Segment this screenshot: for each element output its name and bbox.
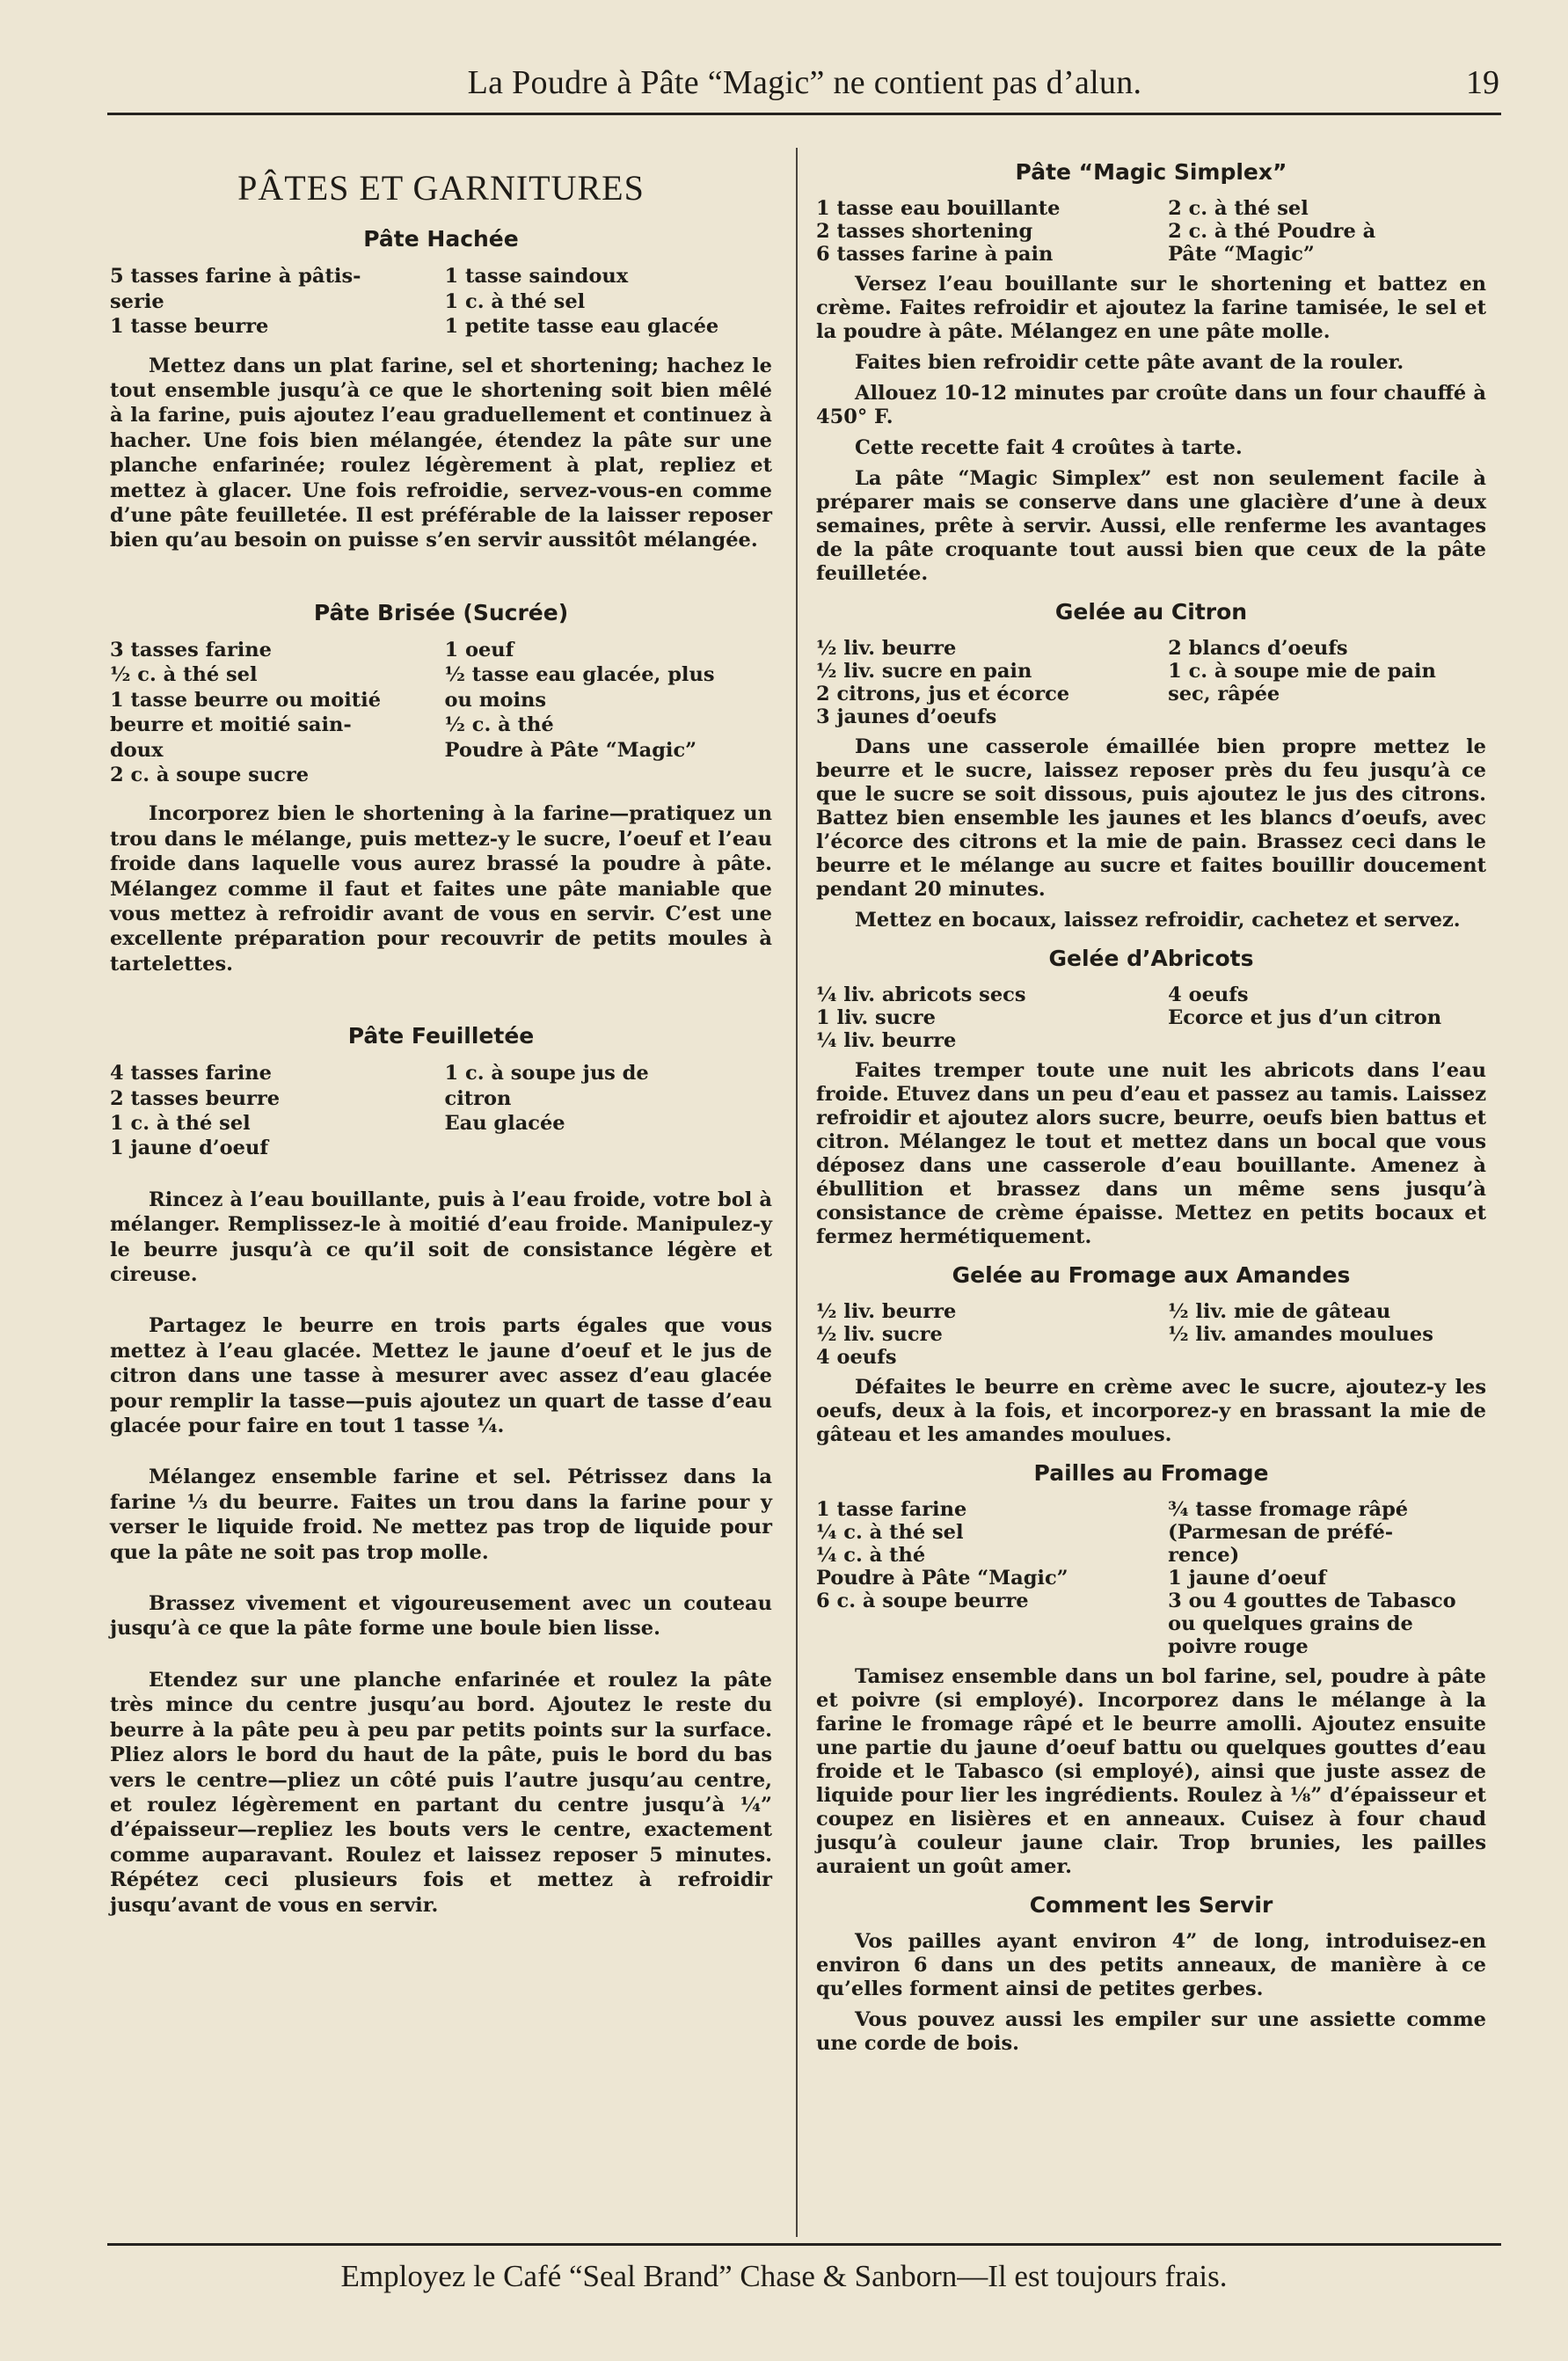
ingredients-left xyxy=(110,1061,438,1161)
ingredient-line: ½ liv. sucre en pain xyxy=(816,660,1032,683)
instruction-paragraph: Allouez 10-12 minutes par croûte dans un four chauffé à 450° F. xyxy=(816,382,1486,428)
ingredients xyxy=(816,637,1486,728)
ingredients xyxy=(816,983,1486,1052)
header-title: La Poudre à Pâte “Magic” ne contient pas d’alun. xyxy=(467,64,1142,101)
page-footer: Employez le Café “Seal Brand” Chase & Sanborn—Il est toujours frais. xyxy=(340,2259,1228,2293)
ingredients-right xyxy=(1161,1300,1486,1369)
recipe-gelee-amandes xyxy=(816,1261,1486,1447)
instruction-paragraph: Mettez en bocaux, laissez refroidir, cachetez et servez. xyxy=(855,909,1461,932)
ingredient-line: 2 c. à thé sel xyxy=(1168,197,1309,220)
instruction-paragraph: Tamisez ensemble dans un bol farine, sel, poudre à pâte et poivre (si employé). Incorporez dans le mélange à la farine le fromage râpé et le beurre amolli. Ajoutez ensuite une partie du jaune d’oeuf battu ou quelques gouttes d’eau froide et le Tabasco (si employé), ainsi que juste assez de liquide pour lier les ingrédients. Roulez à ⅛” d’épaisseur et coupez en lisières et en anneaux. Cuisez à four chaud jusqu’à couleur jaune clair. Trop brunies, les pailles auraient un goût amer. xyxy=(816,1665,1486,1878)
ingredient-line: Pâte “Magic” xyxy=(1168,243,1315,266)
ingredient-line: ¼ c. à thé xyxy=(816,1544,926,1567)
instruction-paragraph: Incorporez bien le shortening à la farine—pratiquez un trou dans le mélange, puis mettez-y le sucre, l’oeuf et l’eau froide dans laquelle vous aurez brassé la poudre à pâte. Mélangez comme il faut et faites une pâte maniable que vous mettez à refroidir avant de vous en servir. C’est une excellente préparation pour recouvrir de petits moules à tartelettes. xyxy=(110,802,772,976)
instructions xyxy=(816,1930,1486,2056)
column-divider xyxy=(796,148,798,2237)
ingredient-line: 6 c. à soupe beurre xyxy=(816,1590,1029,1612)
ingredients xyxy=(816,1498,1486,1658)
instructions xyxy=(816,1059,1486,1249)
ingredient-line: sec, râpée xyxy=(1168,683,1280,705)
instruction-paragraph: Mélangez ensemble farine et sel. Pétrissez dans la farine ⅓ du beurre. Faites un trou dans la farine pour y verser le liquide froid. Ne mettez pas trop de liquide pour que la pâte ne soit pas trop molle. xyxy=(110,1466,772,1564)
section-title: Comment les Servir xyxy=(1029,1892,1273,1918)
ingredients-left xyxy=(816,1498,1161,1658)
ingredient-line: 4 oeufs xyxy=(816,1346,897,1369)
instruction-paragraph: Etendez sur une planche enfarinée et roulez la pâte très mince du centre jusqu’au bord. Ajoutez le reste du beurre à la pâte peu à peu par petits points sur la surface. Pliez alors le bord du haut de la pâte, puis le bord du bas vers le centre—pliez un côté puis l’autre jusqu’au centre, et roulez légèrement en partant du centre jusqu’à ¼” d’épaisseur—repliez les bouts vers le centre, exactement comme auparavant. Roulez et laissez reposer 5 minutes. Répétez ceci plusieurs fois et mettez à refroidir jusqu’avant de vous en servir. xyxy=(110,1668,772,1917)
ingredient-line: beurre et moitié sain- xyxy=(110,713,352,737)
ingredient-line: (Parmesan de préfé- xyxy=(1168,1521,1394,1544)
ingredient-line: ou quelques grains de xyxy=(1168,1612,1413,1635)
instruction-paragraph: Vous pouvez aussi les empiler sur une assiette comme une corde de bois. xyxy=(816,2008,1486,2055)
ingredient-line: ½ liv. amandes moulues xyxy=(1168,1323,1433,1346)
ingredients-right xyxy=(438,264,773,339)
ingredient-line: 1 liv. sucre xyxy=(816,1006,936,1029)
ingredient-line: rence) xyxy=(1168,1544,1240,1567)
recipe-pate-hachee xyxy=(110,225,772,552)
ingredient-line: 2 blancs d’oeufs xyxy=(1168,637,1348,660)
ingredient-line: 2 tasses shortening xyxy=(816,220,1033,243)
ingredients-left xyxy=(110,638,438,787)
recipe-gelee-citron xyxy=(816,598,1486,932)
ingredient-line: ½ liv. sucre xyxy=(816,1323,943,1346)
ingredient-line: 3 jaunes d’oeufs xyxy=(816,705,997,728)
instructions xyxy=(110,354,772,553)
ingredient-line: 1 c. à soupe mie de pain xyxy=(1168,660,1436,683)
recipe-title: Pâte “Magic Simplex” xyxy=(1015,159,1287,185)
recipe-title: Gelée au Fromage aux Amandes xyxy=(952,1262,1351,1288)
recipe-title: Gelée au Citron xyxy=(1054,599,1248,625)
instructions xyxy=(110,1188,772,1918)
instructions xyxy=(816,1665,1486,1879)
ingredient-line: ¼ liv. beurre xyxy=(816,1029,957,1052)
instruction-paragraph: Brassez vivement et vigoureusement avec un couteau jusqu’à ce que la pâte forme une boule bien lisse. xyxy=(110,1592,772,1641)
instructions xyxy=(816,1376,1486,1447)
recipe-magic-simplex xyxy=(816,158,1486,586)
ingredients-left xyxy=(110,264,438,339)
ingredients-left xyxy=(816,197,1161,266)
ingredient-line: 5 tasses farine à pâtis- xyxy=(110,265,361,289)
recipe-pailles-fromage xyxy=(816,1459,1486,1879)
ingredient-line: 4 tasses farine xyxy=(110,1062,272,1085)
ingredient-line: 3 tasses farine xyxy=(110,638,272,662)
ingredient-line: Poudre à Pâte “Magic” xyxy=(816,1567,1068,1590)
ingredient-line: 1 c. à thé sel xyxy=(444,289,586,313)
ingredient-line: 1 c. à soupe jus de xyxy=(444,1062,649,1085)
ingredient-line: ½ tasse eau glacée, plus xyxy=(444,663,715,687)
ingredient-line: 1 jaune d’oeuf xyxy=(110,1137,268,1160)
ingredient-line: ½ liv. beurre xyxy=(816,637,957,660)
right-column xyxy=(816,157,1486,2063)
ingredients-left xyxy=(816,637,1161,728)
ingredients-right xyxy=(1161,197,1486,266)
ingredients-right xyxy=(1161,637,1486,728)
ingredient-line: serie xyxy=(110,289,164,313)
ingredients xyxy=(110,264,772,339)
instruction-paragraph: Faites bien refroidir cette pâte avant de la rouler. xyxy=(855,351,1404,374)
ingredients xyxy=(816,197,1486,266)
instruction-paragraph: Dans une casserole émaillée bien propre mettez le beurre et le sucre, laissez reposer près du feu jusqu’à ce que le sucre se soit dissous, puis ajoutez le jus des citrons. Battez bien ensemble les jaunes et les blancs d’oeufs, avec l’écorce des citrons et la mie de pain. Brassez ceci dans le beurre et le mélange au sucre et faites bouillir doucement pendant 20 minutes. xyxy=(816,735,1486,901)
ingredient-line: ou moins xyxy=(444,688,547,712)
ingredient-line: citron xyxy=(444,1086,512,1110)
ingredients-right xyxy=(1161,983,1486,1052)
ingredient-line: 2 c. à soupe sucre xyxy=(110,763,310,786)
ingredients-right xyxy=(438,638,773,787)
ingredients-left xyxy=(816,1300,1161,1369)
instruction-paragraph: Rincez à l’eau bouillante, puis à l’eau froide, votre bol à mélanger. Remplissez-le à moitié d’eau froide. Manipulez-y le beurre jusqu’à ce qu’il soit de consistance légère et cireuse. xyxy=(110,1188,772,1286)
ingredient-line: 4 oeufs xyxy=(1168,983,1249,1006)
instruction-paragraph: La pâte “Magic Simplex” est non seulement facile à préparer mais se conserve dans une glacière d’une à deux semaines, prête à servir. Aussi, elle renferme les avantages de la pâte croquante tout aussi bien que ceux de la pâte feuilletée. xyxy=(816,467,1486,585)
recipe-title: Gelée d’Abricots xyxy=(1048,946,1254,971)
recipe-pate-feuilletee xyxy=(110,1022,772,1918)
ingredients xyxy=(110,1061,772,1161)
ingredient-line: 1 tasse farine xyxy=(816,1498,967,1521)
ingredient-line: 1 jaune d’oeuf xyxy=(1168,1567,1327,1590)
section-comment-servir xyxy=(816,1891,1486,2056)
ingredient-line: 1 petite tasse eau glacée xyxy=(444,315,719,339)
ingredient-line: ½ liv. mie de gâteau xyxy=(1168,1300,1391,1323)
instruction-paragraph: Vos pailles ayant environ 4” de long, introduisez-en environ 6 dans un des petits anneaux, de manière à ce qu’elles forment ainsi de petites gerbes. xyxy=(816,1930,1486,2000)
page-number: 19 xyxy=(1466,64,1499,101)
instruction-paragraph: Mettez dans un plat farine, sel et shortening; hachez le tout ensemble jusqu’à ce que le shortening soit bien mêlé à la farine, puis ajoutez l’eau graduellement et continuez à hacher. Une fois bien mélangée, étendez la pâte sur une planche enfarinée; roulez légèrement à plat, repliez et mettez à glacer. Une fois refroidie, servez-vous-en comme d’une pâte feuilletée. Il est préférable de la laisser reposer bien qu’au besoin on puisse s’en servir aussitôt mélangée. xyxy=(110,354,772,552)
left-column xyxy=(110,157,772,1928)
page-header xyxy=(110,63,1499,118)
ingredient-line: 1 c. à thé sel xyxy=(110,1111,251,1135)
ingredients-right xyxy=(1161,1498,1486,1658)
ingredients xyxy=(816,1300,1486,1369)
recipe-title: Pâte Feuilletée xyxy=(347,1023,535,1049)
recipe-pate-brisee xyxy=(110,599,772,976)
ingredient-line: 3 ou 4 gouttes de Tabasco xyxy=(1168,1590,1456,1612)
ingredient-line: Eau glacée xyxy=(444,1111,565,1135)
ingredient-line: Poudre à Pâte “Magic” xyxy=(444,738,697,762)
ingredient-line: ½ c. à thé sel xyxy=(110,663,258,687)
instructions xyxy=(816,273,1486,586)
ingredients-right xyxy=(438,1061,773,1161)
ingredient-line: poivre rouge xyxy=(1168,1635,1309,1658)
recipe-title: Pâte Hachée xyxy=(363,226,519,252)
recipe-title: Pailles au Fromage xyxy=(1033,1460,1269,1486)
ingredient-line: 1 tasse beurre xyxy=(110,315,269,339)
instruction-paragraph: Cette recette fait 4 croûtes à tarte. xyxy=(855,436,1243,459)
ingredient-line: 1 tasse beurre ou moitié xyxy=(110,688,382,712)
instruction-paragraph: Faites tremper toute une nuit les abricots dans l’eau froide. Etuvez dans un peu d’eau et passez au tamis. Laissez refroidir et ajoutez alors sucre, beurre, oeufs bien battus et citron. Mélangez le tout et mettez dans un bocal que vous déposez dans une casserole d’eau bouillante. Amenez à ébullition et brassez dans un même sens jusqu’à consistance de crème épaisse. Mettez en petits bocaux et fermez hermétiquement. xyxy=(816,1059,1486,1248)
ingredient-line: 2 c. à thé Poudre à xyxy=(1168,220,1376,243)
ingredient-line: Ecorce et jus d’un citron xyxy=(1168,1006,1442,1029)
recipe-gelee-abricots xyxy=(816,945,1486,1249)
ingredient-line: 6 tasses farine à pain xyxy=(816,243,1054,266)
ingredient-line: 1 tasse eau bouillante xyxy=(816,197,1061,220)
ingredients-left xyxy=(816,983,1161,1052)
recipe-title: Pâte Brisée (Sucrée) xyxy=(313,599,569,625)
ingredients xyxy=(110,638,772,787)
instruction-paragraph: Défaites le beurre en crème avec le sucre, ajoutez-y les oeufs, deux à la fois, et incorporez-y en brassant la mie de gâteau et les amandes moulues. xyxy=(816,1376,1486,1446)
ingredient-line: doux xyxy=(110,738,164,762)
footer-rule xyxy=(107,2243,1501,2246)
ingredient-line: 1 tasse saindoux xyxy=(444,265,629,289)
ingredient-line: 2 tasses beurre xyxy=(110,1086,281,1110)
instructions xyxy=(110,801,772,976)
instruction-paragraph: Partagez le beurre en trois parts égales que vous mettez à l’eau glacée. Mettez le jaune d’oeuf et le jus de citron dans une tasse à mesurer avec assez d’eau glacée pour remplir la tasse—puis ajoutez un quart de tasse d’eau glacée pour faire en tout 1 tasse ¼. xyxy=(110,1314,772,1438)
instruction-paragraph: Versez l’eau bouillante sur le shortening et battez en crème. Faites refroidir et ajoutez la farine tamisée, le sel et la poudre à pâte. Mélangez en une pâte molle. xyxy=(816,273,1486,343)
ingredient-line: ½ liv. beurre xyxy=(816,1300,957,1323)
main-title: PÂTES ET GARNITURES xyxy=(237,168,645,208)
ingredient-line: 1 oeuf xyxy=(444,638,514,662)
ingredient-line: ¾ tasse fromage râpé xyxy=(1168,1498,1409,1521)
instructions xyxy=(816,735,1486,932)
ingredient-line: ¼ c. à thé sel xyxy=(816,1521,964,1544)
ingredient-line: ½ c. à thé xyxy=(444,713,554,737)
header-rule xyxy=(107,113,1501,115)
ingredient-line: 2 citrons, jus et écorce xyxy=(816,683,1070,705)
ingredient-line: ¼ liv. abricots secs xyxy=(816,983,1026,1006)
